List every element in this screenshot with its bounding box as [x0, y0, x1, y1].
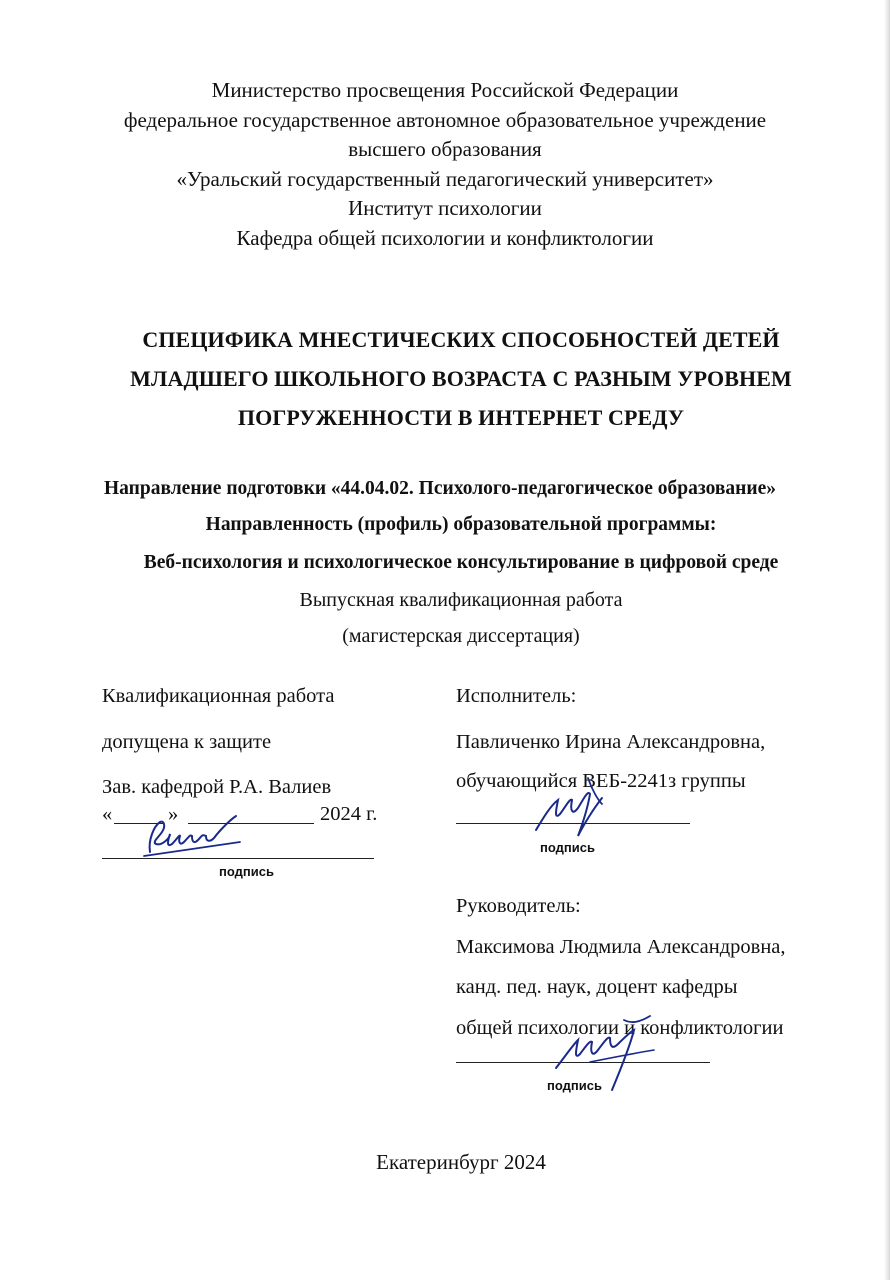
approval-line-1: Квалификационная работа [102, 685, 335, 707]
institution-header [0, 76, 890, 253]
executor-signature-caption: подпись [540, 840, 595, 855]
supervisor-signature-caption: подпись [547, 1078, 602, 1093]
approval-year: 2024 г. [320, 803, 378, 825]
supervisor-signature-image [550, 1010, 660, 1098]
supervisor-label: Руководитель: [456, 895, 581, 917]
title-line-2: МЛАДШЕГО ШКОЛЬНОГО ВОЗРАСТА С РАЗНЫМ УРОВНЕМ [130, 366, 792, 391]
ministry-line: Министерство просвещения Российской Федерации [211, 78, 679, 102]
university-line: «Уральский государственный педагогический университет» [176, 166, 714, 191]
department-line: Кафедра общей психологии и конфликтологии [236, 225, 654, 250]
education-level-line: высшего образования [348, 137, 542, 161]
executor-group: обучающийся ВЕБ-2241з группы [456, 770, 746, 792]
approval-signature-caption: подпись [219, 864, 274, 879]
work-type: Выпускная квалификационная работа [299, 589, 623, 611]
approval-block [102, 678, 334, 807]
city-year: Екатеринбург 2024 [376, 1150, 546, 1174]
institution-type-line: федеральное государственное автономное образовательное учреждение [123, 107, 767, 132]
direction-line: Направление подготовки «44.04.02. Психолого-педагогическое образование» [103, 478, 777, 499]
thesis-title [16, 320, 890, 437]
profile-name: Веб-психология и психологическое консультирование в цифровой среде [143, 552, 779, 573]
institute-line: Институт психологии [348, 196, 542, 220]
supervisor-position: канд. пед. наук, доцент кафедры [456, 976, 738, 998]
head-signature-image [140, 812, 250, 864]
title-line-3: ПОГРУЖЕННОСТИ В ИНТЕРНЕТ СРЕДУ [237, 405, 685, 430]
supervisor-department: общей психологии и конфликтологии [456, 1016, 784, 1039]
work-subtype: (магистерская диссертация) [342, 625, 580, 647]
executor-name: Павличенко Ирина Александровна, [456, 730, 766, 753]
date-close: » [168, 803, 179, 825]
executor-signature-image [528, 770, 618, 850]
date-open: « [102, 803, 113, 825]
profile-label: Направленность (профиль) образовательной программы: [205, 514, 717, 535]
supervisor-name: Максимова Людмила Александровна, [456, 935, 786, 958]
executor-label: Исполнитель: [456, 685, 577, 707]
approval-head: Зав. кафедрой Р.А. Валиев [102, 776, 332, 798]
title-line-1: СПЕЦИФИКА МНЕСТИЧЕСКИХ СПОСОБНОСТЕЙ ДЕТЕЙ [142, 327, 780, 352]
approval-line-2: допущена к защите [102, 730, 272, 753]
